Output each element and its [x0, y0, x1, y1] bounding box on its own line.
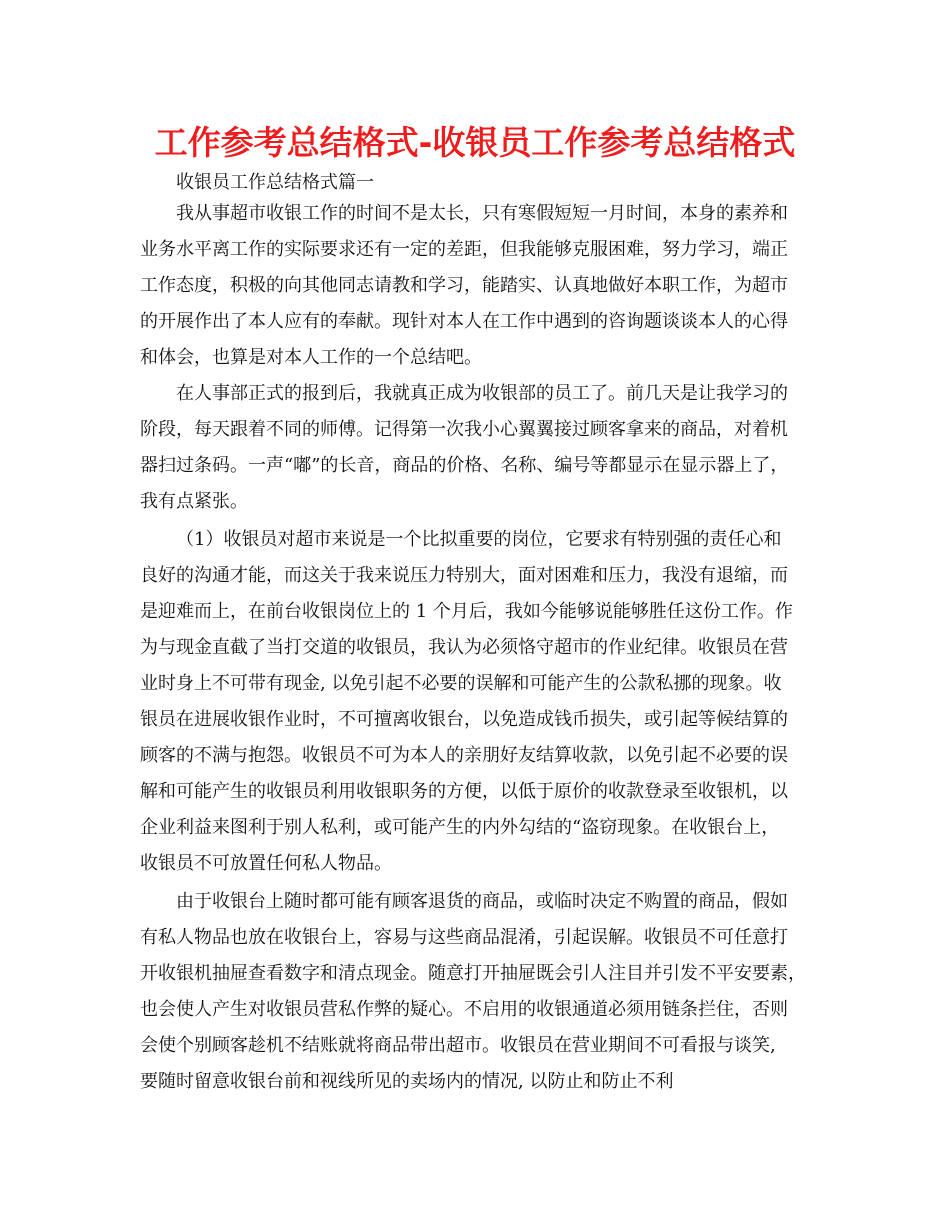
paragraph-line: 要随时留意收银台前和视线所见的卖场内的情况, 以防止和防止不利: [140, 1071, 674, 1092]
paragraph-line: 的开展作出了本人应有的奉献。现针对本人在工作中遇到的咨询题谈谈本人的心得: [140, 311, 788, 332]
paragraph-line: 业时身上不可带有现金, 以免引起不必要的误解和可能产生的公款私挪的现象。收: [140, 673, 782, 694]
paragraph-line: 器扫过条码。一声“嘟”的长音，商品的价格、名称、编号等都显示在显示器上了，: [140, 455, 789, 476]
paragraph-line: 是迎难而上，在前台收银岗位上的 1 个月后，我如今能够说能够胜任这份工作。作: [140, 601, 793, 622]
document-subtitle: 收银员工作总结格式篇一: [176, 172, 374, 193]
paragraph-line: 企业利益来图利于别人私利，或可能产生的内外勾结的“盗窃现象。在收银台上，: [140, 817, 780, 838]
paragraph-line: 由于收银台上随时都可能有顾客退货的商品，或临时决定不购置的商品，假如: [176, 891, 788, 912]
paragraph-line: 银员在进展收银作业时，不可擅离收银台，以免造成钱币损失，或引起等候结算的: [140, 709, 788, 730]
paragraph-line: 我从事超市收银工作的时间不是太长，只有寒假短短一月时间，本身的素养和: [176, 203, 788, 224]
paragraph-line: 阶段，每天跟着不同的师傅。记得第一次我小心翼翼接过顾客拿来的商品，对着机: [140, 419, 788, 440]
paragraph-line: 我有点紧张。: [140, 491, 248, 512]
paragraph-line: 收银员不可放置任何私人物品。: [140, 853, 392, 874]
paragraph-line: 会使个别顾客趁机不结账就将商品带出超市。收银员在营业期间不可看报与谈笑,: [140, 1035, 776, 1056]
paragraph-line: 也会使人产生对收银员营私作弊的疑心。不启用的收银通道必须用链条拦住，否则: [140, 999, 788, 1020]
paragraph-line: 解和可能产生的收银员利用收银职务的方便，以低于原价的收款登录至收银机，以: [140, 781, 788, 802]
paragraph-line: 有私人物品也放在收银台上，容易与这些商品混淆，引起误解。收银员不可任意打: [140, 927, 788, 948]
paragraph-line: 为与现金直截了当打交道的收银员，我认为必须恪守超市的作业纪律。收银员在营: [140, 637, 788, 658]
paragraph-line: 良好的沟通才能，而这关于我来说压力特别大，面对困难和压力，我没有退缩，而: [140, 565, 788, 586]
paragraph-line: 和体会，也算是对本人工作的一个总结吧。: [140, 347, 482, 368]
paragraph-line: （1）收银员对超市来说是一个比拟重要的岗位，它要求有特别强的责任心和: [176, 529, 782, 550]
paragraph-line: 在人事部正式的报到后，我就真正成为收银部的员工了。前几天是让我学习的: [176, 383, 788, 404]
paragraph-line: 工作态度，积极的向其他同志请教和学习，能踏实、认真地做好本职工作，为超市: [140, 275, 788, 296]
paragraph-line: 业务水平离工作的实际要求还有一定的差距，但我能够克服困难，努力学习，端正: [140, 239, 788, 260]
paragraph-line: 开收银机抽屉查看数字和清点现金。随意打开抽屉既会引人注目并引发不平安要素，: [140, 963, 806, 984]
paragraph-line: 顾客的不满与抱怨。收银员不可为本人的亲朋好友结算收款，以免引起不必要的误: [140, 745, 788, 766]
document-title: 工作参考总结格式-收银员工作参考总结格式: [154, 123, 796, 162]
